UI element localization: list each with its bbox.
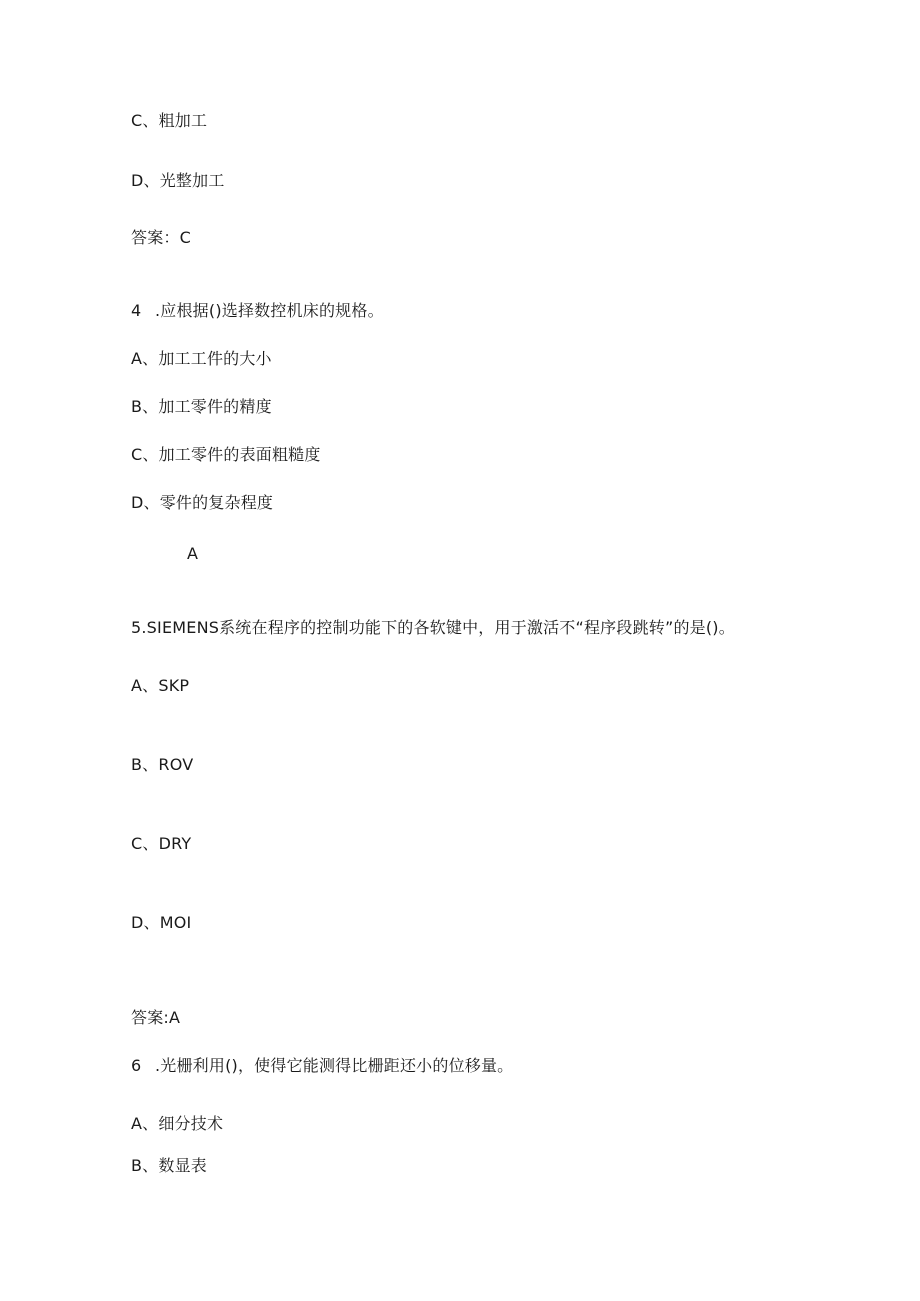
q6-stem: .光栅利用()，使得它能测得比栅距还小的位移量。 bbox=[155, 1056, 514, 1075]
q3-option-c: C、粗加工 bbox=[131, 111, 208, 130]
q4-option-b: B、加工零件的精度 bbox=[131, 397, 272, 416]
q5-option-c: C、DRY bbox=[131, 834, 192, 853]
q4-option-a: A、加工工件的大小 bbox=[131, 349, 272, 368]
q6-question bbox=[131, 1056, 513, 1076]
q6-option-a: A、细分技术 bbox=[131, 1114, 224, 1133]
q5-stem: 5.SIEMENS系统在程序的控制功能下的各软键中，用于激活不“程序段跳转”的是()。 bbox=[131, 618, 735, 637]
q5-answer: 答案:A bbox=[131, 1008, 181, 1027]
q4-option-c: C、加工零件的表面粗糙度 bbox=[131, 445, 321, 464]
q6-option-b: B、数显表 bbox=[131, 1156, 207, 1175]
q4-option-d: D、零件的复杂程度 bbox=[131, 493, 274, 512]
q5-option-d: D、MOI bbox=[131, 913, 192, 932]
q4-stem: .应根据()选择数控机床的规格。 bbox=[155, 301, 384, 320]
q5-option-a: A、SKP bbox=[131, 676, 190, 695]
q4-number: 4 bbox=[131, 301, 142, 320]
q4-answer: A bbox=[187, 544, 199, 563]
q6-number: 6 bbox=[131, 1056, 142, 1075]
q5-option-b: B、ROV bbox=[131, 755, 194, 774]
q4-question bbox=[131, 301, 384, 321]
q3-option-d: D、光整加工 bbox=[131, 171, 225, 190]
q3-answer: 答案：C bbox=[131, 228, 191, 247]
